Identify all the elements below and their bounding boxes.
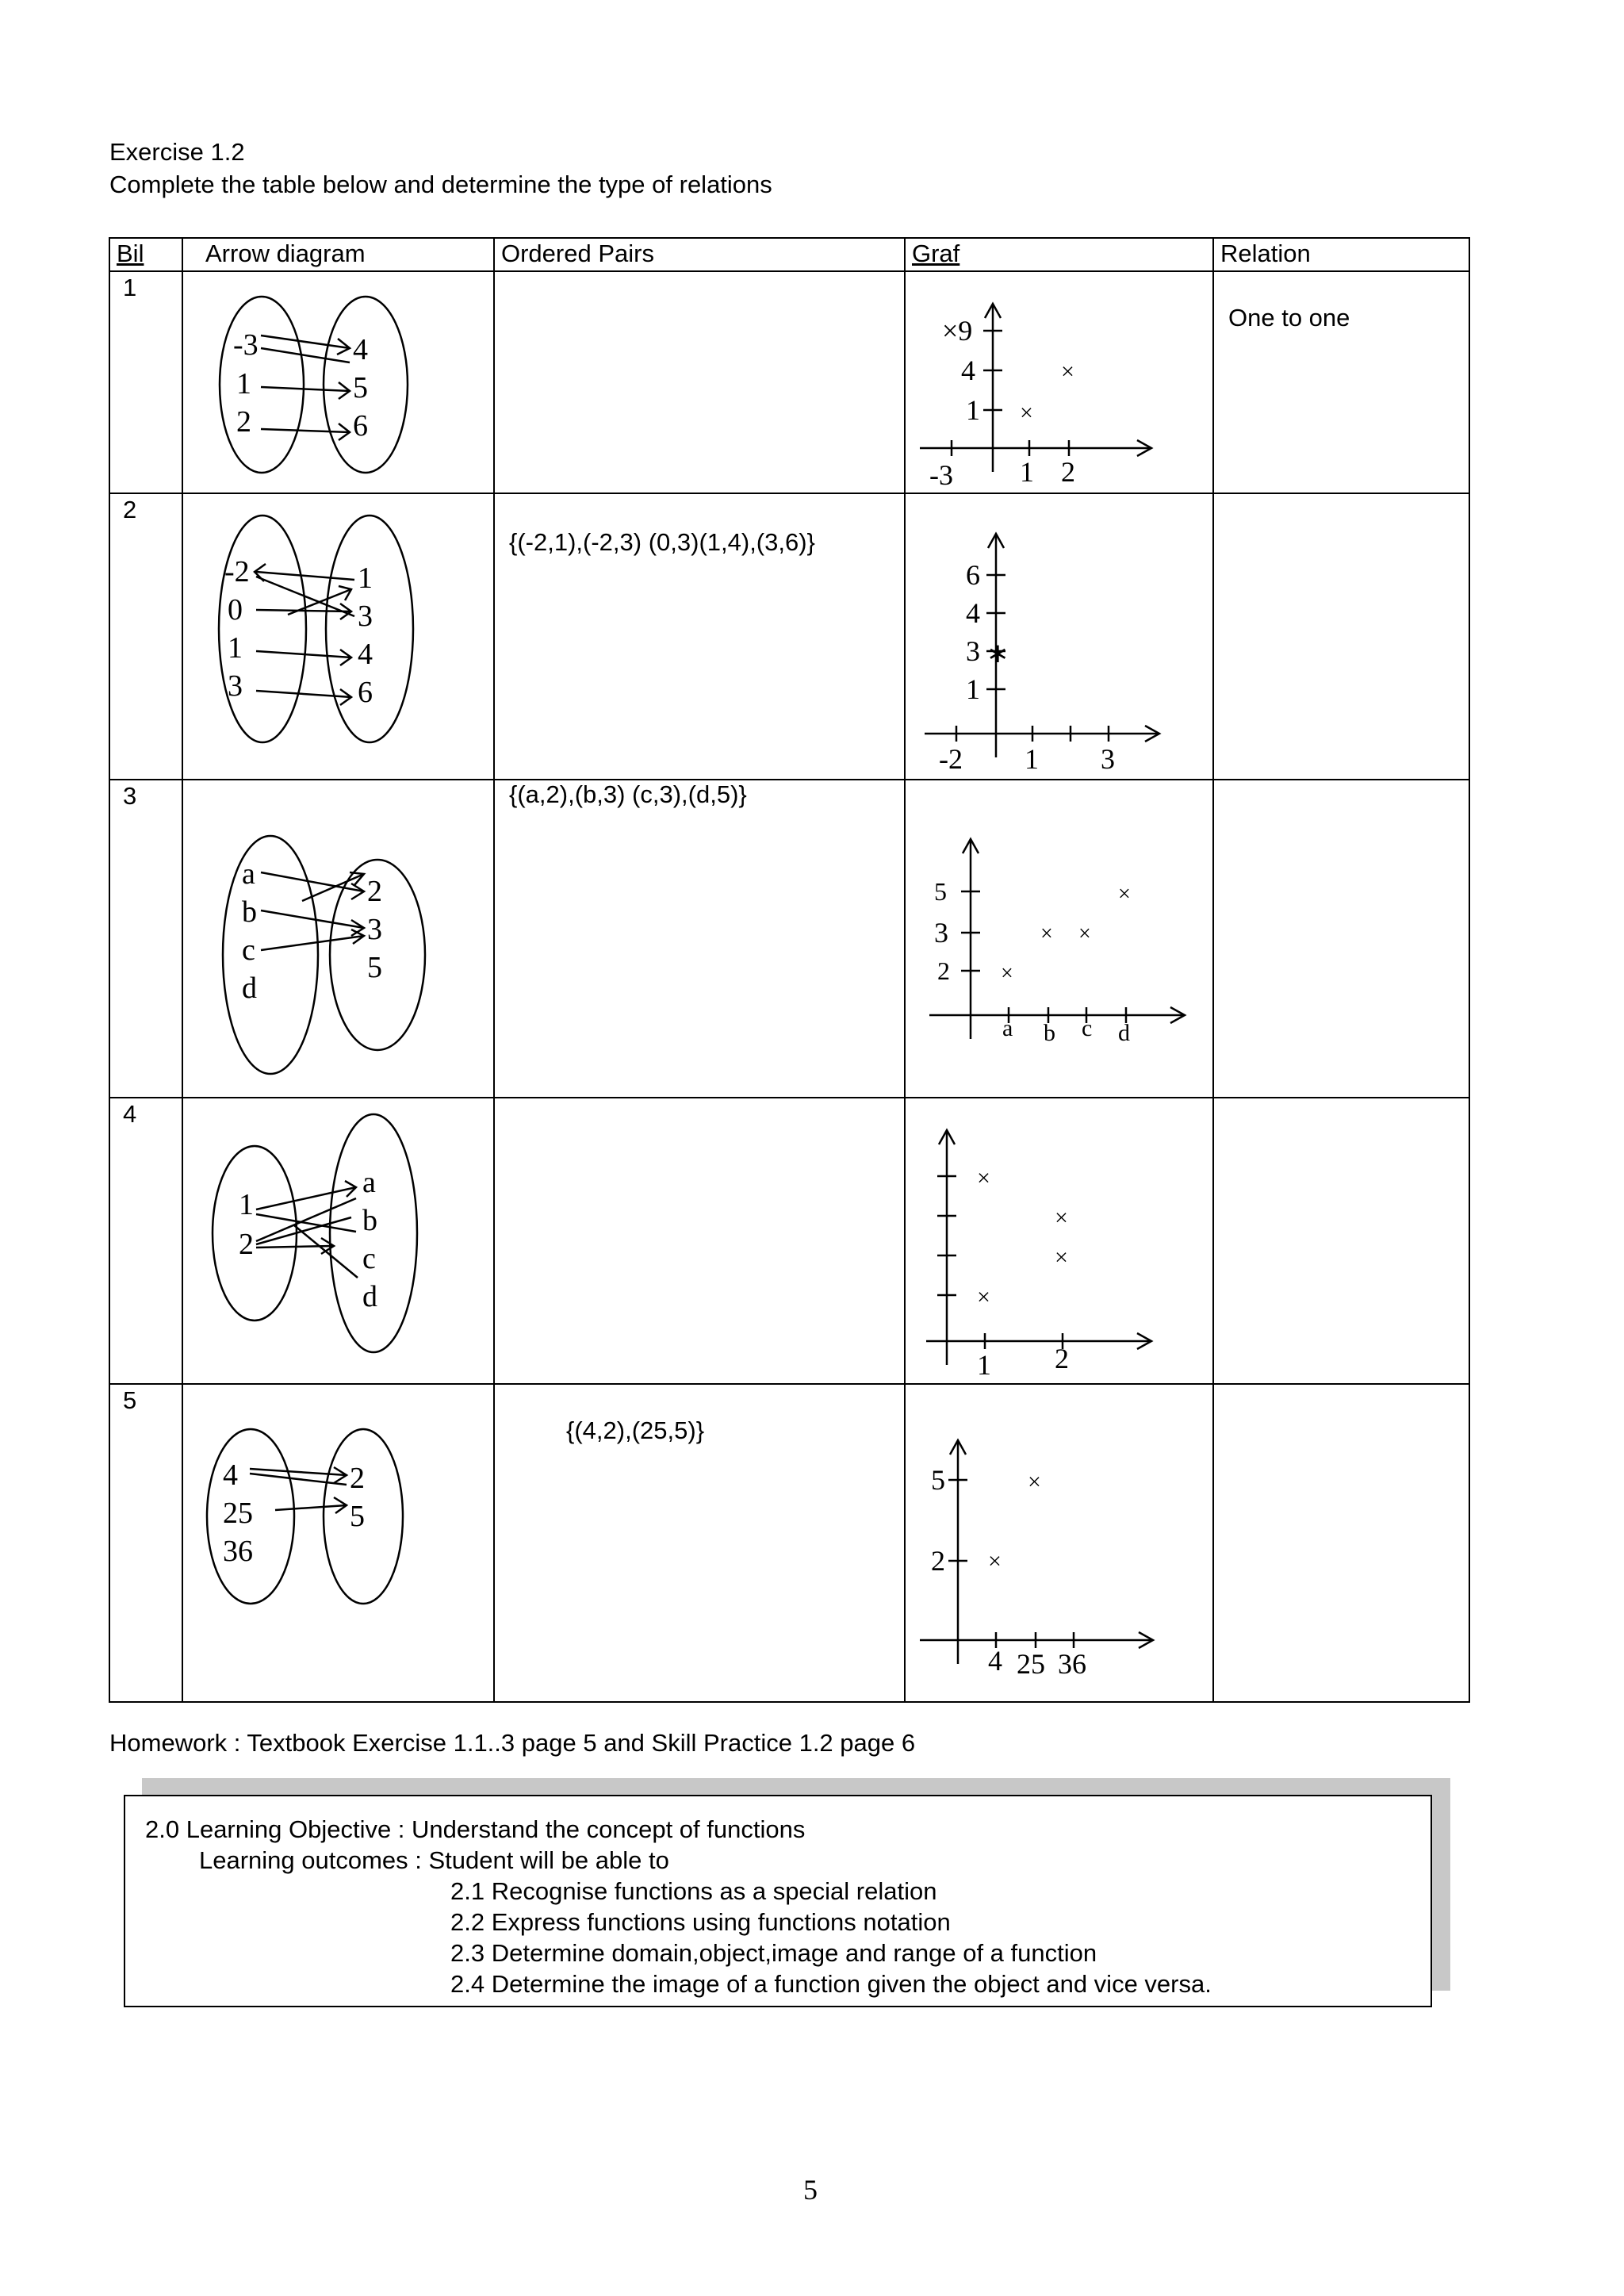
domain-label: -3 <box>233 328 259 362</box>
homework-note: Homework : Textbook Exercise 1.1..3 page 5 and Skill Practice 1.2 page 6 <box>109 1729 916 1757</box>
arrow-diagram-cell <box>182 493 494 780</box>
domain-label: c <box>242 933 255 967</box>
bil-cell: 5 <box>109 1384 182 1702</box>
col-header-bil: Bil <box>109 238 182 271</box>
point-mark: × <box>977 1284 990 1310</box>
exercise-title: Exercise 1.2 <box>109 138 245 166</box>
y-tick-label: 6 <box>966 559 980 591</box>
codomain-label: 5 <box>350 1500 365 1533</box>
relations-table <box>109 237 1470 1703</box>
learning-outcomes-label: Learning outcomes : Student will be able to <box>199 1846 669 1874</box>
codomain-label: d <box>362 1280 377 1313</box>
y-tick-label: 3 <box>966 635 980 667</box>
bil-cell: 4 <box>109 1098 182 1384</box>
domain-label: 36 <box>223 1535 253 1568</box>
graph <box>906 1098 1214 1385</box>
x-tick-label: 1 <box>1020 456 1034 488</box>
y-tick-label: 1 <box>966 394 980 426</box>
domain-label: b <box>242 895 257 929</box>
graph-cell <box>905 1384 1213 1702</box>
col-header-graf: Graf <box>905 238 1213 271</box>
y-tick-label: ×9 <box>942 315 973 347</box>
x-tick-label: 36 <box>1058 1648 1086 1680</box>
codomain-label: 5 <box>353 371 368 404</box>
codomain-label: 3 <box>358 600 373 633</box>
col-header-arrow-diagram: Arrow diagram <box>182 238 494 271</box>
y-tick-label: 3 <box>934 917 948 949</box>
point-mark: ∗ <box>986 639 1009 669</box>
y-tick-label: 5 <box>931 1464 945 1496</box>
table-row <box>109 493 1469 780</box>
arrow-diagram-cell <box>182 1384 494 1702</box>
table-row <box>109 271 1469 493</box>
codomain-label: 2 <box>350 1462 365 1495</box>
learning-outcome-item: 2.3 Determine domain,object,image and range of a function <box>450 1939 1097 1967</box>
learning-outcome-item: 2.1 Recognise functions as a special relation <box>450 1877 937 1905</box>
graph-cell <box>905 780 1213 1098</box>
y-tick-label: 5 <box>934 877 947 906</box>
bil-cell: 2 <box>109 493 182 780</box>
x-tick-label: c <box>1082 1015 1093 1041</box>
point-mark: × <box>1040 922 1053 946</box>
x-tick-label: -3 <box>929 459 953 491</box>
page-number: 5 <box>803 2174 818 2206</box>
y-tick-label: 2 <box>937 956 950 985</box>
bil-cell: 3 <box>109 780 182 1098</box>
relation-cell <box>1213 780 1469 1098</box>
y-tick-label: 1 <box>966 673 980 705</box>
graph-cell <box>905 271 1213 493</box>
codomain-label: 5 <box>367 951 382 984</box>
ordered-pairs-cell <box>494 271 905 493</box>
point-mark: × <box>1020 400 1033 426</box>
learning-objective: 2.0 Learning Objective : Understand the concept of functions <box>145 1815 806 1843</box>
point-mark: × <box>1078 922 1091 946</box>
codomain-label: 1 <box>358 562 373 595</box>
point-mark: × <box>977 1165 990 1191</box>
graph <box>906 272 1214 494</box>
y-tick-label: 4 <box>966 597 980 629</box>
codomain-label: b <box>362 1204 377 1237</box>
relation-cell <box>1213 1384 1469 1702</box>
x-tick-label: a <box>1002 1015 1013 1041</box>
relation-cell: One to one <box>1213 271 1469 493</box>
codomain-label: 6 <box>353 409 368 443</box>
learning-outcome-item: 2.4 Determine the image of a function given the object and vice versa. <box>450 1970 1212 1998</box>
ordered-pairs-cell: {(4,2),(25,5)} <box>494 1384 905 1702</box>
point-mark: × <box>1061 358 1074 385</box>
col-header-relation: Relation <box>1213 238 1469 271</box>
domain-label: 2 <box>236 405 251 439</box>
arrow-diagram-cell <box>182 1098 494 1384</box>
point-mark: × <box>1028 1469 1041 1495</box>
arrow-diagram <box>183 272 495 494</box>
y-tick-label: 2 <box>931 1545 945 1577</box>
relation-cell <box>1213 493 1469 780</box>
x-tick-label: 4 <box>988 1645 1002 1677</box>
arrow-diagram <box>183 494 495 780</box>
table-row <box>109 1384 1469 1702</box>
x-tick-label: 1 <box>977 1349 991 1381</box>
learning-objective-box <box>124 1795 1432 2007</box>
domain-label: d <box>242 972 257 1005</box>
x-tick-label: 2 <box>1055 1343 1069 1374</box>
domain-label: 0 <box>228 593 243 627</box>
ordered-pairs-cell: {(a,2),(b,3) (c,3),(d,5)} <box>494 780 905 1098</box>
domain-label: 2 <box>239 1228 254 1261</box>
domain-label: 3 <box>228 669 243 703</box>
x-tick-label: -2 <box>939 743 963 775</box>
codomain-label: 4 <box>358 638 373 671</box>
domain-label: a <box>242 857 255 891</box>
codomain-label: 3 <box>367 913 382 946</box>
point-mark: × <box>1118 882 1131 907</box>
x-tick-label: 2 <box>1061 456 1075 488</box>
relation-cell <box>1213 1098 1469 1384</box>
col-header-ordered-pairs: Ordered Pairs <box>494 238 905 271</box>
domain-label: 25 <box>223 1497 253 1530</box>
ordered-pairs-cell: {(-2,1),(-2,3) (0,3)(1,4),(3,6)} <box>494 493 905 780</box>
point-mark: × <box>1055 1244 1068 1271</box>
codomain-label: a <box>362 1166 376 1199</box>
learning-outcome-item: 2.2 Express functions using functions notation <box>450 1908 951 1936</box>
x-tick-label: b <box>1044 1020 1055 1046</box>
codomain-label: 2 <box>367 875 382 908</box>
arrow-diagram <box>183 1098 495 1385</box>
graph-cell <box>905 1098 1213 1384</box>
arrow-diagram <box>183 1385 495 1703</box>
graph-cell <box>905 493 1213 780</box>
codomain-label: 4 <box>353 333 368 366</box>
graph <box>906 494 1214 780</box>
bil-cell: 1 <box>109 271 182 493</box>
table-row <box>109 780 1469 1098</box>
ordered-pairs-cell <box>494 1098 905 1384</box>
x-tick-label: d <box>1118 1020 1130 1046</box>
domain-label: 4 <box>223 1458 238 1492</box>
y-tick-label: 4 <box>961 355 975 386</box>
arrow-diagram-cell <box>182 780 494 1098</box>
arrow-diagram <box>183 780 495 1098</box>
domain-label: 1 <box>239 1188 254 1221</box>
x-tick-label: 25 <box>1017 1648 1045 1680</box>
graph <box>906 1385 1214 1703</box>
x-tick-label: 3 <box>1101 743 1115 775</box>
exercise-instruction: Complete the table below and determine the type of relations <box>109 171 772 198</box>
graph <box>906 780 1214 1098</box>
point-mark: × <box>988 1548 1002 1574</box>
table-row <box>109 1098 1469 1384</box>
domain-label: 1 <box>236 367 251 401</box>
codomain-label: 6 <box>358 676 373 709</box>
domain-label: 1 <box>228 631 243 665</box>
x-tick-label: 1 <box>1025 743 1039 775</box>
table-header-row <box>109 238 1469 271</box>
point-mark: × <box>1001 961 1013 986</box>
codomain-label: c <box>362 1242 376 1275</box>
domain-label: -2 <box>224 555 250 588</box>
arrow-diagram-cell <box>182 271 494 493</box>
point-mark: × <box>1055 1205 1068 1231</box>
